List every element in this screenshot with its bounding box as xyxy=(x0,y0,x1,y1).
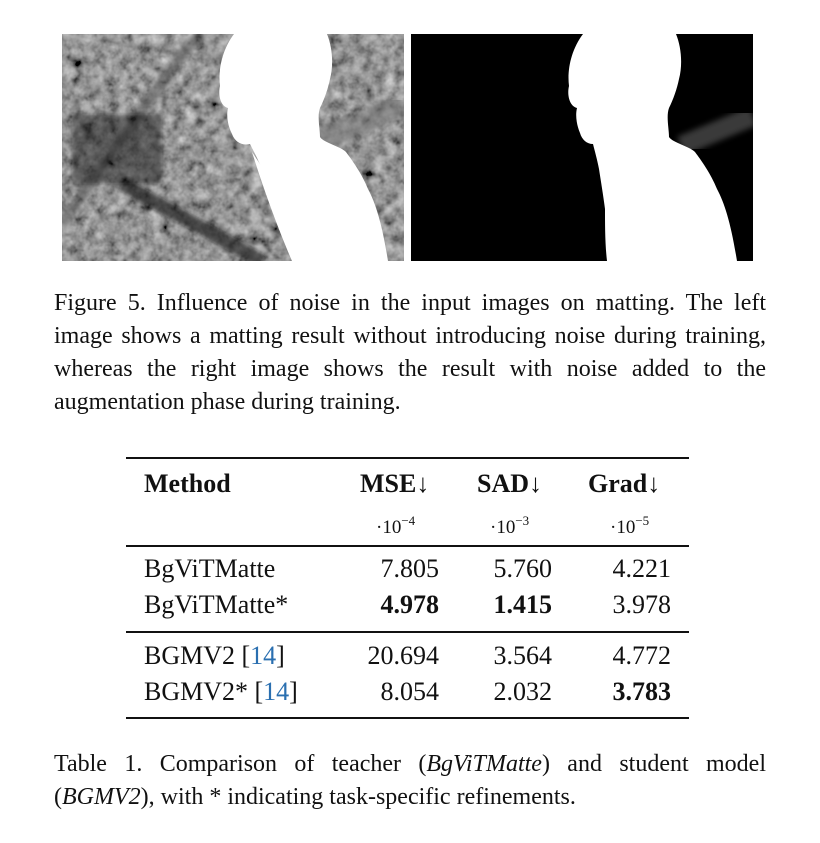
table-bottom-rule xyxy=(126,717,689,719)
table-row-method: BGMV2* [14] xyxy=(144,677,298,706)
header-mse: MSE↓ xyxy=(360,469,430,498)
header-grad: Grad↓ xyxy=(588,469,661,498)
table-row-mse: 20.694 xyxy=(367,641,439,670)
unit-mse: $\cdot 10^{-4}$ xyxy=(376,513,416,538)
student-model-name: BGMV2 xyxy=(62,784,141,810)
table-row-grad: 3.783 xyxy=(612,677,671,706)
table-row-mse: 4.978 xyxy=(380,590,439,619)
header-method: Method xyxy=(144,469,231,498)
table-caption-label: Table 1. xyxy=(54,751,143,777)
table-row-grad: 3.978 xyxy=(612,590,671,619)
table-header-rule xyxy=(126,545,689,547)
table-row-method: BGMV2 [14] xyxy=(144,641,285,670)
matte-result-without-noise xyxy=(62,34,404,261)
table-row-sad: 2.032 xyxy=(493,677,552,706)
table-row-sad: 1.415 xyxy=(493,590,552,619)
table-row-method: BgViTMatte* xyxy=(144,590,289,619)
table-top-rule xyxy=(126,457,689,459)
table-row-grad: 4.772 xyxy=(612,641,671,670)
citation-link[interactable]: 14 xyxy=(250,641,277,670)
header-sad: SAD↓ xyxy=(477,469,543,498)
table-row-method: BgViTMatte xyxy=(144,554,276,583)
figure-caption-label: Figure 5. xyxy=(54,290,146,316)
table-group-rule xyxy=(126,631,689,633)
figure-caption-text: Influence of noise in the input images on matting. The left image shows a matting result without introducing noise during training, whereas the right image shows the result with noise added to the augmentation phase during training. xyxy=(54,290,767,415)
table-caption: Table 1. Comparison of teacher (BgViTMatte) and student model (BGMV2), with * indicating task-specific refinements. xyxy=(54,751,766,810)
unit-grad: $\cdot 10^{-5}$ xyxy=(610,513,650,538)
table-row-sad: 5.760 xyxy=(493,554,552,583)
teacher-model-name: BgViTMatte xyxy=(426,751,542,777)
table-row-mse: 7.805 xyxy=(380,554,439,583)
matte-result-with-noise xyxy=(411,34,753,261)
citation-link[interactable]: 14 xyxy=(263,677,290,706)
table-row-grad: 4.221 xyxy=(612,554,671,583)
table-row-sad: 3.564 xyxy=(493,641,552,670)
figure-caption xyxy=(54,287,766,419)
unit-sad: $\cdot 10^{-3}$ xyxy=(490,513,530,538)
table-row-mse: 8.054 xyxy=(380,677,439,706)
